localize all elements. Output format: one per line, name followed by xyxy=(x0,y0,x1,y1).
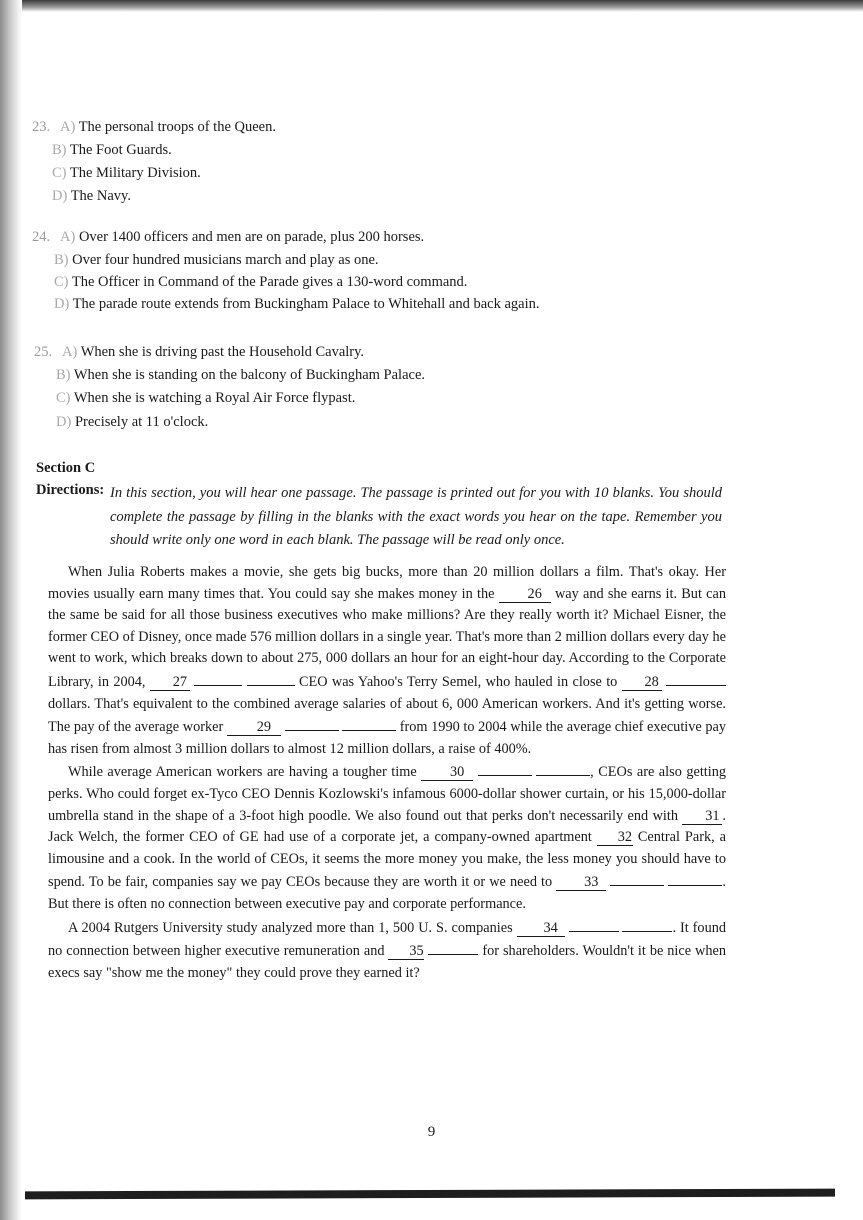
passage-text: dollars. That's equivalent to the combined average salaries of about 6, 000 American workers. And it's getting worse. The pay of the average worker xyxy=(48,695,726,736)
passage-text: While average American workers are having a tougher time xyxy=(68,764,417,781)
option-text: Over 1400 officers and men are on parade, plus 200 horses. xyxy=(78,229,425,245)
option-text: The parade route extends from Buckingham Palace to Whitehall and back again. xyxy=(72,296,540,312)
passage-text: way and she earns it. But can the same be said for all those business executives who make millions? Are they really worth it? Michael Eisner, the former CEO of Disney, once made 576 million dollars in a single year. That's more than 2 million dollars every day he went to work, which breaks down to about 275, 000 dollars an hour for an eight-hour day. According to the Corporate Library, in 2004, xyxy=(48,585,726,690)
option-letter: D) xyxy=(54,296,70,312)
option-text: Precisely at 11 o'clock. xyxy=(74,414,209,430)
option-letter: A) xyxy=(60,229,76,245)
q25-option-a xyxy=(34,344,364,361)
passage-text: When Julia Roberts makes a movie, she gets big bucks, more than 20 million dollars a film. That's okay. Her movies usually earn many times that. You could say she makes money in the xyxy=(48,564,726,602)
directions-text: In this section, you will hear one passage. The passage is printed out for you with 10 blanks. You should complete the passage by filling in the blanks with the exact words you hear on the tape. Remember you should write only one word in each blank. The passage will be read only once. xyxy=(110,485,722,548)
q23-option-c xyxy=(52,165,201,182)
passage-text: CEO was Yahoo's Terry Semel, who hauled in close to xyxy=(298,673,618,690)
q25-option-c xyxy=(56,390,355,407)
option-text: The Navy. xyxy=(70,188,131,204)
q24-option-c xyxy=(54,274,467,291)
blank-27-ext xyxy=(247,670,295,686)
passage-text: . But there is often no connection between executive pay and corporate performance. xyxy=(48,874,726,912)
blank-27-ext xyxy=(194,670,242,686)
blank-33-ext xyxy=(668,870,722,886)
option-text: When she is watching a Royal Air Force flypast. xyxy=(73,390,356,406)
blank-35-ext xyxy=(428,939,478,955)
page-number: 9 xyxy=(427,1124,436,1140)
blank-28-ext xyxy=(666,670,726,686)
blank-26[interactable]: 26 xyxy=(499,587,551,603)
option-text: When she is standing on the balcony of Buckingham Palace. xyxy=(73,367,426,383)
blank-30-ext xyxy=(536,760,590,776)
blank-35[interactable]: 35 xyxy=(388,944,424,960)
passage-paragraph-3 xyxy=(48,916,726,985)
passage-text: for shareholders. Wouldn't it be nice when execs say "show me the money" they could prove they earned it? xyxy=(48,943,726,981)
option-text: The Foot Guards. xyxy=(69,142,172,158)
q23-number: 23. xyxy=(32,119,51,135)
passage-paragraph-2 xyxy=(48,760,726,915)
option-text: The personal troops of the Queen. xyxy=(78,119,276,135)
blank-34[interactable]: 34 xyxy=(517,921,565,937)
blank-29[interactable]: 29 xyxy=(227,720,281,736)
section-title: Section C xyxy=(36,460,96,476)
q23-option-a xyxy=(32,119,276,136)
option-letter: B) xyxy=(52,142,67,158)
blank-33-ext xyxy=(610,870,664,886)
option-letter: C) xyxy=(52,165,67,181)
blank-34-ext xyxy=(622,916,672,932)
q25-number: 25. xyxy=(34,344,53,360)
dictation-passage xyxy=(48,562,726,984)
q25-option-b xyxy=(56,367,425,384)
passage-text: , CEOs are also getting perks. Who could forget ex-Tyco CEO Dennis Kozlowski's infamous 6000-dollar shower curtain, or his 15,000-dollar umbrella stand in the shape of a 3-foot high poodle. We also found out that perks don't necessarily end with xyxy=(48,764,727,824)
q24-number: 24. xyxy=(32,229,51,245)
passage-text: . Jack Welch, the former CEO of GE had use of a corporate jet, a company-owned apartment xyxy=(48,807,726,846)
passage-paragraph-1 xyxy=(48,562,726,760)
q23-option-b xyxy=(52,142,172,159)
passage-text: . It found no connection between higher executive remuneration and xyxy=(48,919,727,960)
option-text: The Officer in Command of the Parade gives a 130-word command. xyxy=(71,274,468,290)
option-letter: D) xyxy=(56,414,72,430)
option-letter: A) xyxy=(62,344,78,360)
blank-29-ext xyxy=(285,715,339,731)
blank-27[interactable]: 27 xyxy=(150,675,190,691)
q24-option-d xyxy=(54,296,539,313)
passage-text: Central Park, a limousine and a cook. In the world of CEOs, it seems the more money you make, the less money you should have to spend. To be fair, companies say we pay CEOs because they are worth it or we need to xyxy=(48,829,726,891)
option-text: The Military Division. xyxy=(69,165,201,181)
passage-text: A 2004 Rutgers University study analyzed more than 1, 500 U. S. companies xyxy=(68,919,513,936)
option-letter: A) xyxy=(60,119,76,135)
blank-30[interactable]: 30 xyxy=(421,765,473,781)
option-letter: B) xyxy=(56,367,71,383)
blank-32[interactable]: 32 xyxy=(597,830,633,846)
blank-30-ext xyxy=(478,760,532,776)
blank-28[interactable]: 28 xyxy=(622,675,662,691)
blank-31[interactable]: 31 xyxy=(682,809,722,825)
option-text: When she is driving past the Household Cavalry. xyxy=(80,344,365,360)
option-letter: B) xyxy=(54,252,69,268)
passage-text: from 1990 to 2004 while the average chief executive pay has risen from almost 3 million dollars to almost 12 million dollars, a raise of 400%. xyxy=(48,719,727,757)
blank-29-ext xyxy=(342,715,396,731)
q24-option-b xyxy=(54,252,379,269)
q24-option-a xyxy=(32,229,424,246)
option-text: Over four hundred musicians march and play as one. xyxy=(72,252,379,268)
option-letter: C) xyxy=(54,274,69,290)
blank-34-ext xyxy=(569,916,619,932)
directions-label: Directions: xyxy=(36,482,105,498)
option-letter: D) xyxy=(52,188,68,204)
blank-33[interactable]: 33 xyxy=(556,875,606,891)
q25-option-d xyxy=(56,414,208,431)
q23-option-d xyxy=(52,188,131,205)
option-letter: C) xyxy=(56,390,71,406)
